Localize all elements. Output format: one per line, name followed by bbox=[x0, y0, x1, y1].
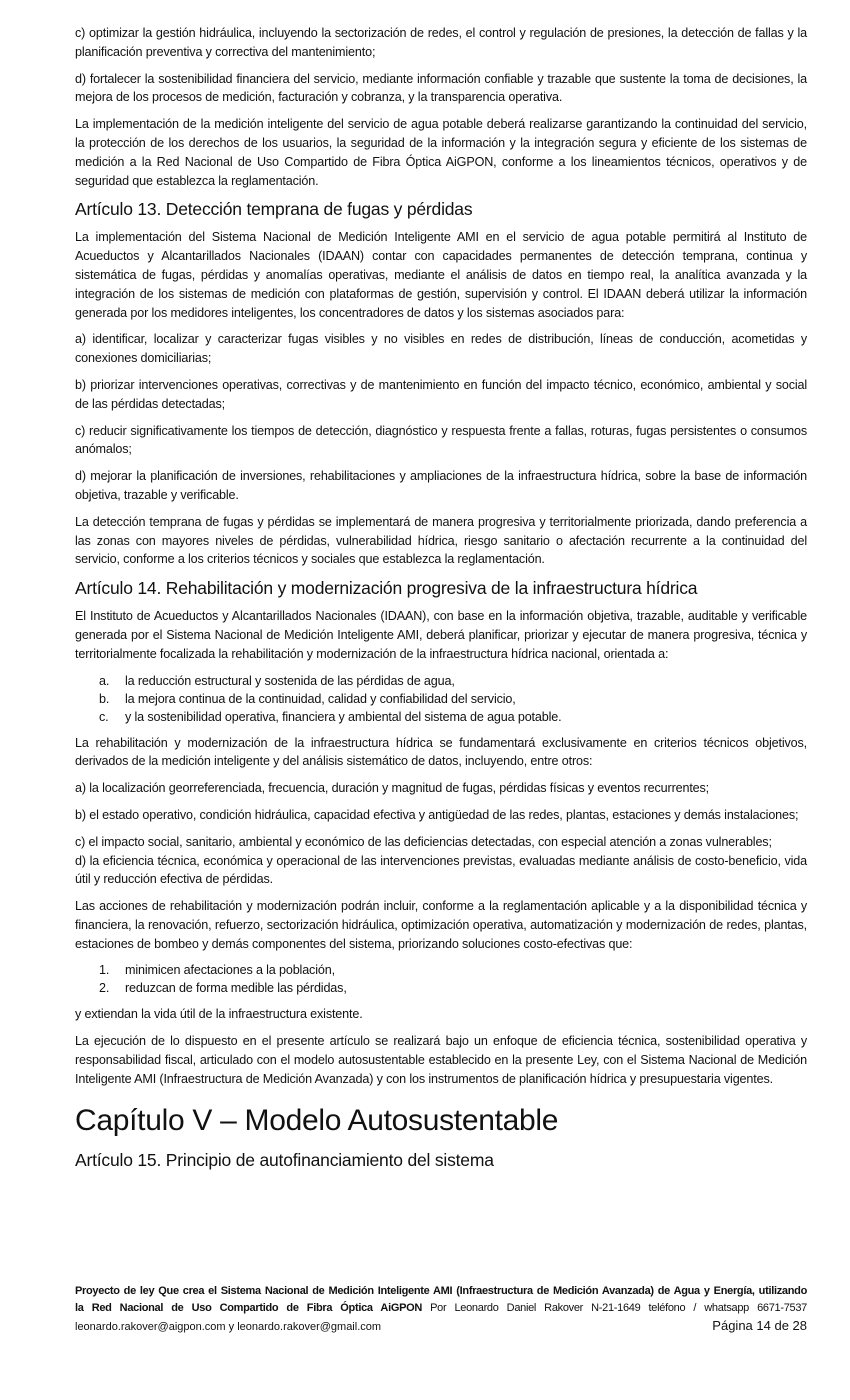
paragraph-item-c: c) optimizar la gestión hidráulica, incluyendo la sectorización de redes, el control y regulación de presiones, la detección de fallas y la planificación preventiva y correctiva del mantenimiento; bbox=[75, 26, 807, 59]
article-14-criteria-intro: La rehabilitación y modernización de la infraestructura hídrica se fundamentará exclusivamente en criterios técnicos objetivos, derivados de la medición inteligente y del análisis sistemático de datos, incluyendo, entre otros: bbox=[75, 735, 807, 769]
article-13-item-d: d) mejorar la planificación de inversiones, rehabilitaciones y ampliaciones de la infraestructura hídrica, sobre la base de información objetiva, trazable y verificable. bbox=[75, 469, 807, 502]
list-item-text: reduzcan de forma medible las pérdidas, bbox=[125, 981, 347, 996]
footer-title-line bbox=[75, 1283, 807, 1300]
footer-contact-row bbox=[75, 1317, 807, 1336]
article-13-intro: La implementación del Sistema Nacional de Medición Inteligente AMI en el servicio de agua potable permitirá al Instituto de Acueductos y Alcantarillados Nacionales (IDAAN) contar con capacidades permanentes de detección temprana, continua y sistemática de fugas, pérdidas y anomalías operativas, mediante el análisis de datos en tiempo real, la analítica avanzada y la integración de los sistemas de medición con plataformas de gestión, supervisión y control. El IDAAN deberá utilizar la información generada por los medidores inteligentes, los concentradores de datos y los sistemas asociados para: bbox=[75, 230, 807, 320]
list-item bbox=[75, 690, 807, 708]
list-item bbox=[75, 672, 807, 690]
list-marker: c. bbox=[99, 709, 109, 724]
footer-author-line bbox=[75, 1300, 807, 1317]
list-item-text: la mejora continua de la continuidad, calidad y confiabilidad del servicio, bbox=[125, 691, 516, 706]
article-14-solutions-list bbox=[75, 961, 807, 997]
article-14-criterion-b: b) el estado operativo, condición hidráulica, capacidad efectiva y antigüedad de las redes, plantas, estaciones y demás instalaciones; bbox=[75, 807, 799, 822]
list-item-text: minimicen afectaciones a la población, bbox=[125, 963, 335, 978]
list-item-text: la reducción estructural y sostenida de las pérdidas de agua, bbox=[125, 673, 455, 688]
list-item bbox=[75, 979, 807, 997]
article-14-after-list: y extiendan la vida útil de la infraestructura existente. bbox=[75, 1007, 363, 1022]
list-item bbox=[75, 961, 807, 979]
list-marker: 1. bbox=[99, 963, 110, 978]
article-14-intro: El Instituto de Acueductos y Alcantarillados Nacionales (IDAAN), con base en la información objetiva, trazable, auditable y verificable generada por el Sistema Nacional de Medición Inteligente AMI, deberá planificar, priorizar y ejecutar de manera progresiva, técnica y territorialmente focalizada la rehabilitación y modernización de la infraestructura hídrica nacional, orientada a: bbox=[75, 609, 807, 661]
chapter-heading: Capítulo V – Modelo Autosustentable bbox=[75, 1103, 559, 1137]
article-13-item-a: a) identificar, localizar y caracterizar fugas visibles y no visibles en redes de distribución, líneas de conducción, acometidas y conexiones domiciliarias; bbox=[75, 332, 807, 366]
article-13-item-b: b) priorizar intervenciones operativas, correctivas y de mantenimiento en función del impacto técnico, económico, ambiental y social de las pérdidas detectadas; bbox=[75, 377, 807, 411]
article-14-closing: La ejecución de lo dispuesto en el presente artículo se realizará bajo un enfoque de eficiencia técnica, sostenibilidad operativa y responsabilidad fiscal, articulado con el modelo autosustentable establecido en la presente Ley, con el Sistema Nacional de Medición Inteligente AMI (Infraestructura de Medición Avanzada) y con los instrumentos de planificación hídrica y presupuestaria vigentes. bbox=[75, 1034, 807, 1086]
list-item-text: y la sostenibilidad operativa, financiera y ambiental del sistema de agua potable. bbox=[125, 709, 562, 724]
article-13-closing: La detección temprana de fugas y pérdidas se implementará de manera progresiva y territorialmente priorizada, dando preferencia a las zonas con mayores niveles de pérdidas, vulnerabilidad hídrica, riesgo sanitario o afectación recurrente a la continuidad del servicio, conforme a los criterios técnicos y sociales que establezca la reglamentación. bbox=[75, 514, 807, 567]
article-14-heading: Artículo 14. Rehabilitación y modernización progresiva de la infraestructura hídrica bbox=[75, 578, 698, 599]
list-marker: 2. bbox=[99, 981, 110, 996]
article-13-item-c: c) reducir significativamente los tiempos de detección, diagnóstico y respuesta frente a fallas, roturas, fugas persistentes o consumos anómalos; bbox=[75, 423, 807, 457]
document-page bbox=[75, 24, 807, 1179]
article-15-heading: Artículo 15. Principio de autofinanciamiento del sistema bbox=[75, 1149, 494, 1170]
paragraph-implementation: La implementación de la medición inteligente del servicio de agua potable deberá realizarse garantizando la continuidad del servicio, la protección de los derechos de los usuarios, la seguridad de la información y la integración segura y eficiente de los sistemas de medición a la Red Nacional de Uso Compartido de Fibra Óptica AiGPON, conforme a los lineamientos técnicos, operativos y de seguridad que establezca la reglamentación. bbox=[75, 117, 807, 188]
footer-author: Por Leonardo Daniel Rakover N-21-1649 teléfono / whatsapp 6671-7537 bbox=[422, 1302, 807, 1314]
footer-project-title: Proyecto de ley Que crea el Sistema Nacional de Medición Inteligente AMI (Infraestructura de Medición Avanzada) de Agua y Energía, utilizando bbox=[75, 1285, 807, 1297]
footer-emails: leonardo.rakover@aigpon.com y leonardo.rakover@gmail.com bbox=[75, 1321, 382, 1333]
paragraph-item-d: d) fortalecer la sostenibilidad financiera del servicio, mediante información confiable y trazable que sustente la toma de decisiones, la mejora de los procesos de medición, facturación y cobranza, y la transparencia operativa. bbox=[75, 71, 807, 105]
article-13-heading: Artículo 13. Detección temprana de fugas y pérdidas bbox=[75, 199, 473, 220]
page-number: Página 14 de 28 bbox=[712, 1318, 807, 1333]
list-marker: a. bbox=[99, 673, 110, 688]
footer-network-name: la Red Nacional de Uso Compartido de Fibra Óptica AiGPON bbox=[75, 1302, 423, 1314]
list-item bbox=[75, 708, 807, 726]
article-14-actions: Las acciones de rehabilitación y modernización podrán incluir, conforme a la reglamentación aplicable y a la disponibilidad técnica y financiera, la renovación, refuerzo, sectorización hidráulica, optimización operativa, automatización y modernización de redes, plantas, estaciones de bombeo y demás componentes del sistema, priorizando soluciones costo-efectivas que: bbox=[75, 899, 807, 951]
list-marker: b. bbox=[99, 691, 110, 706]
article-14-criterion-d: d) la eficiencia técnica, económica y operacional de las intervenciones previstas, evaluadas mediante análisis de costo-beneficio, vida útil y reducción efectiva de pérdidas. bbox=[75, 853, 807, 887]
page-footer bbox=[75, 1283, 807, 1336]
article-14-objectives-list bbox=[75, 672, 807, 726]
article-14-criterion-c: c) el impacto social, sanitario, ambiental y económico de las deficiencias detectadas, con especial atención a zonas vulnerables; bbox=[75, 834, 772, 849]
article-14-criterion-a: a) la localización georreferenciada, frecuencia, duración y magnitud de fugas, pérdidas físicas y eventos recurrentes; bbox=[75, 781, 710, 796]
